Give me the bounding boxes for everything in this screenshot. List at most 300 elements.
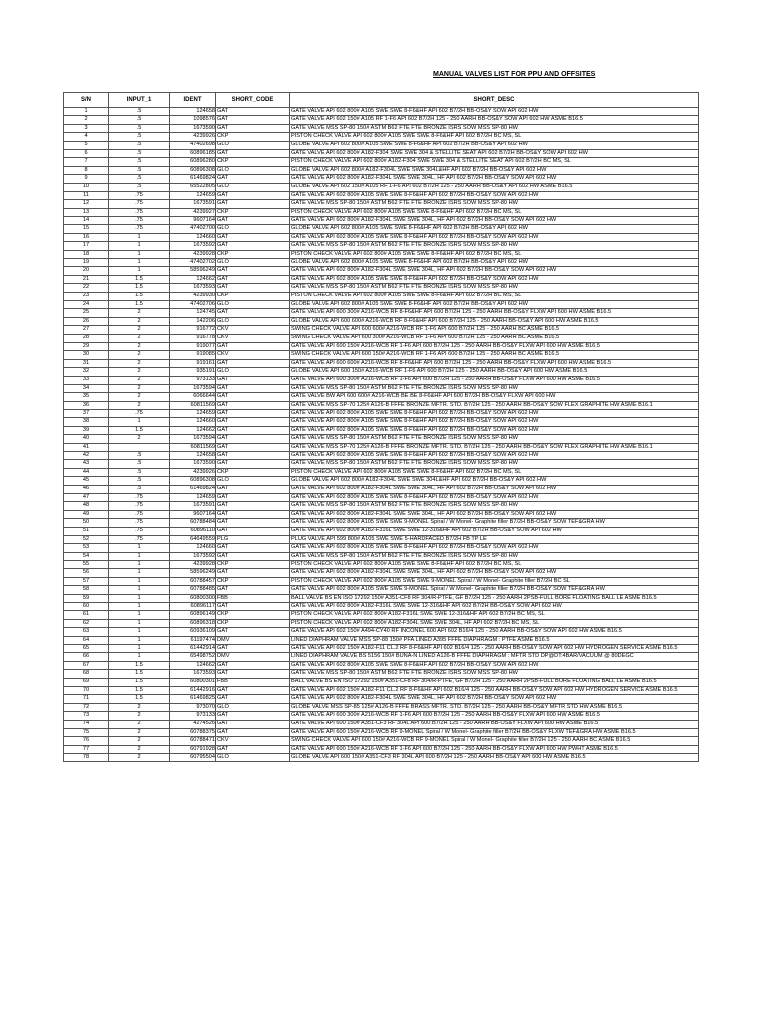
cell-input: .75 [109,225,170,233]
cell-short-code: GAT [216,275,290,283]
cell-short-code: GLO [216,166,290,174]
cell-ident: 124660 [170,418,216,426]
cell-input: .5 [109,477,170,485]
table-row [64,309,699,317]
cell-sn: 13 [64,208,109,216]
cell-ident: 58596249 [170,569,216,577]
cell-ident: 60896308 [170,166,216,174]
cell-input: 1 [109,267,170,275]
cell-short-desc: GATE VALVE MSS SP-80 150# ASTM B62 FTE FTE BRONZE ISRS SOW MSS SP-80 HW [290,670,699,678]
cell-short-code: GAT [216,149,290,157]
cell-sn: 58 [64,586,109,594]
cell-ident: 60800300 [170,594,216,602]
cell-input: 1 [109,594,170,602]
cell-sn: 72 [64,703,109,711]
cell-short-code: GAT [216,712,290,720]
cell-ident: 935191 [170,368,216,376]
cell-input: 1 [109,577,170,585]
cell-input: 2 [109,368,170,376]
cell-short-desc: PLUG VALVE API 599 800# A105 SWE SWE 5-HARDFACED B7/2H FB TP LE [290,535,699,543]
cell-sn: 51 [64,527,109,535]
cell-sn: 65 [64,645,109,653]
cell-input: .75 [109,208,170,216]
table-row [64,393,699,401]
cell-short-desc: GATE VALVE API 602 800# A182-F316L SWE SWE 12-316&HF API 602 B7/2H BB-OS&Y SOW API 602 HW [290,527,699,535]
cell-input: 1 [109,636,170,644]
cell-ident: 60788484 [170,519,216,527]
cell-short-desc: GLOBE VALVE API 600 150# A351-CF3 RF 304L API 600 B7/2H 125 - 250 AARH BB-OS&Y API 600 HW ASME B16.5 [290,754,699,762]
cell-sn: 7 [64,158,109,166]
table-row [64,116,699,124]
cell-ident: 9607164 [170,217,216,225]
cell-input: 1 [109,544,170,552]
table-row [64,284,699,292]
table-row [64,426,699,434]
cell-ident: 47402702 [170,259,216,267]
cell-input: .5 [109,452,170,460]
cell-ident: 916778 [170,334,216,342]
cell-input: .5 [109,166,170,174]
cell-input: 1 [109,645,170,653]
cell-short-code: GAT [216,661,290,669]
cell-short-code: GAT [216,586,290,594]
table-row [64,108,699,116]
cell-ident: 60936109 [170,628,216,636]
cell-short-desc: GATE VALVE API 600 300# A216-WCB RF 1-F6 API 600 B7/2H 125 - 250 AARH BB-OS&Y FLXW API 600 HW ASME B16.5 [290,376,699,384]
cell-short-desc: PISTON CHECK VALVE API 602 800# A105 SWE SWE 8-F6&HF API 602 B7/2H BC MS, SL [290,208,699,216]
cell-short-desc: GATE VALVE API 602 150# A105 RF 1-F6 API 602 B7/2H 125 - 250 AARH BB-OS&Y SOW API 602 HW ASME B16.5 [290,116,699,124]
cell-short-desc: GATE VALVE MSS SP-80 150# ASTM B62 FTE FTE BRONZE ISRS SOW MSS SP-80 HW [290,502,699,510]
cell-sn: 78 [64,754,109,762]
cell-short-code: CKP [216,619,290,627]
table-row [64,686,699,694]
cell-ident: 4239926 [170,468,216,476]
cell-short-desc: BALL VALVE BS EN ISO 17292 150# A351-CF8 RF 304/R-PTFE, GF B7/2H 125 - 250 AARH 2PSB-FULL BORE FLOATING BALL LE ASME B16.5 [290,594,699,602]
cell-short-desc: GLOBE VALVE API 602 150# A105 RF 1-F6 API 602 B7/2H 125 - 250 AARH BB-OS&Y API 602 HW ASME B16.5 [290,183,699,191]
cell-input: 1.5 [109,292,170,300]
cell-sn: 46 [64,485,109,493]
table-row [64,200,699,208]
cell-short-desc: GATE VALVE MSS SP-80 150# ASTM B62 FTE FTE BRONZE ISRS SOW MSS SP-80 HW [290,552,699,560]
cell-ident: 1673593 [170,284,216,292]
cell-input: 2 [109,351,170,359]
cell-short-code: GAT [216,645,290,653]
cell-ident: 65522805 [170,183,216,191]
cell-input: .75 [109,200,170,208]
cell-short-desc: GATE VALVE API 602 150# A494-CY40 RF INCONEL 600 API 602 B16/4 125 - 250 AARH BB-OS&Y SOW API 602 HW ASME B16.5 [290,628,699,636]
cell-short-desc: GATE VALVE MSS SP-80 150# ASTM B62 FTE FTE BRONZE ISRS SOW MSS SP-80 HW [290,384,699,392]
table-row [64,183,699,191]
table-row [64,158,699,166]
cell-ident: 124658 [170,108,216,116]
table-row [64,401,699,409]
table-row [64,217,699,225]
cell-sn: 22 [64,284,109,292]
cell-short-code: GAT [216,418,290,426]
cell-short-code: GAT [216,200,290,208]
cell-input: 1.5 [109,300,170,308]
cell-short-desc: GLOBE VALVE MSS SP-85 125# A126-B FFFE BRASS MFTR. STD. B7/2H 125 - 250 AARH BB-OS&Y MFTR STD HW ASME B16.5 [290,703,699,711]
cell-short-desc: SWING CHECK VALVE API 600 600# A216-WCB RF 1-F6 API 600 B7/2H 125 - 250 AARH BC ASME B16.5 [290,326,699,334]
cell-sn: 54 [64,552,109,560]
cell-short-code: PLG [216,535,290,543]
cell-short-desc: GLOBE VALVE API 602 800# A105 SWE SWE 8-F6&HF API 602 B7/2H BB-OS&Y API 602 HW [290,225,699,233]
cell-sn: 39 [64,426,109,434]
cell-short-desc: GATE VALVE API 602 800# A182-F304L SWE SWE 304L, HF API 602 B7/2H BB-OS&Y SOW API 602 HW [290,485,699,493]
cell-ident: 973133 [170,376,216,384]
cell-input: 2 [109,342,170,350]
table-row [64,535,699,543]
cell-input: 1 [109,569,170,577]
cell-ident: 4239930 [170,292,216,300]
cell-sn: 35 [64,393,109,401]
table-row [64,233,699,241]
table-row [64,636,699,644]
cell-short-desc: GATE VALVE API 602 800# A182-F304L SWE SWE 304L, HF API 602 B7/2H BB-OS&Y SOW API 602 HW [290,695,699,703]
cell-ident: 919077 [170,342,216,350]
cell-sn: 17 [64,242,109,250]
cell-short-desc: GATE VALVE MSS SP-80 150# ASTM B62 FTE FTE BRONZE ISRS SOW MSS SP-80 HW [290,124,699,132]
cell-sn: 15 [64,225,109,233]
cell-ident: 124662 [170,661,216,669]
cell-ident: 6066644 [170,393,216,401]
cell-ident: 60795504 [170,754,216,762]
cell-short-desc: PISTON CHECK VALVE API 602 800# A105 SWE SWE 9-MONEL Spiral / W Monel- Graphite filler B7/2H BC SL [290,577,699,585]
cell-short-code: CKP [216,250,290,258]
cell-input: 1 [109,603,170,611]
cell-short-code: GAT [216,519,290,527]
cell-sn: 53 [64,544,109,552]
cell-sn: 55 [64,561,109,569]
cell-sn: 14 [64,217,109,225]
table-row [64,527,699,535]
cell-short-code: GAT [216,603,290,611]
cell-short-code: GAT [216,233,290,241]
cell-short-desc: GATE VALVE MSS SP-80 150# ASTM B62 FTE FTE BRONZE ISRS SOW MSS SP-80 HW [290,242,699,250]
cell-short-desc: GATE VALVE API 600 150# A216-WCB RF 9-MONEL Spiral / W Monel- Graphite filler B7/2H BB-OS&Y FLXW TEF&GRA HW ASME B16.5 [290,728,699,736]
table-row [64,384,699,392]
table-row [64,712,699,720]
cell-sn: 48 [64,502,109,510]
table-row [64,225,699,233]
cell-ident: 4239928 [170,561,216,569]
cell-short-code: CKP [216,133,290,141]
cell-input: .75 [109,410,170,418]
cell-ident: 65498752 [170,653,216,661]
cell-input: .5 [109,460,170,468]
cell-input: 2 [109,334,170,342]
cell-short-code: GAT [216,452,290,460]
cell-sn: 38 [64,418,109,426]
cell-short-code: GAT [216,745,290,753]
cell-ident: 61197474 [170,636,216,644]
cell-short-code: GLO [216,225,290,233]
cell-input: 1 [109,250,170,258]
cell-input: .75 [109,217,170,225]
cell-short-code: CKP [216,577,290,585]
cell-short-desc: GATE VALVE API 602 800# A182-F304L SWE SWE 304L, HF API 602 B7/2H BB-OS&Y SOW API 602 HW [290,175,699,183]
cell-sn: 12 [64,200,109,208]
cell-input: 2 [109,317,170,325]
cell-short-code: GAT [216,116,290,124]
cell-ident: 124659 [170,191,216,199]
cell-input: 2 [109,728,170,736]
cell-sn: 25 [64,309,109,317]
cell-short-desc: GATE VALVE API 602 800# A182-F304L SWE SWE 304L, HF API 602 B7/2H BB-OS&Y SOW API 602 HW [290,510,699,518]
cell-input: 1.5 [109,426,170,434]
cell-short-code: GAT [216,175,290,183]
table-row [64,267,699,275]
cell-short-code: GAT [216,217,290,225]
cell-sn: 49 [64,510,109,518]
cell-short-code: CKP [216,292,290,300]
table-row [64,468,699,476]
cell-input: 2 [109,376,170,384]
document-title: MANUAL VALVES LIST FOR PPU AND OFFSITES [433,71,596,78]
cell-short-code: CKV [216,351,290,359]
cell-ident: 9607164 [170,510,216,518]
cell-input: 2 [109,754,170,762]
cell-short-desc: GATE VALVE API 602 800# A105 SWE SWE 8-F6&HF API 602 B7/2H BB-OS&Y SOW API 602 HW [290,418,699,426]
cell-input: .75 [109,519,170,527]
cell-sn: 26 [64,317,109,325]
cell-short-code: GAT [216,443,290,451]
table-row [64,443,699,451]
cell-sn: 4 [64,133,109,141]
cell-input: .5 [109,141,170,149]
cell-short-desc: GATE VALVE API 602 800# A182-F304L SWE SWE 304L, HF API 602 B7/2H BB-OS&Y SOW API 602 HW [290,217,699,225]
cell-sn: 77 [64,745,109,753]
cell-input: .75 [109,191,170,199]
cell-ident: 47402698 [170,141,216,149]
cell-input: .5 [109,485,170,493]
cell-sn: 63 [64,628,109,636]
cell-short-code: GAT [216,108,290,116]
table-row [64,124,699,132]
cell-short-code: GAT [216,527,290,535]
table-row [64,493,699,501]
cell-short-code: GLO [216,368,290,376]
cell-short-code: GAT [216,191,290,199]
table-row [64,133,699,141]
cell-sn: 64 [64,636,109,644]
cell-sn: 2 [64,116,109,124]
cell-short-desc: PISTON CHECK VALVE API 602 800# A105 SWE SWE 8-F6&HF API 602 B7/2H BC MS, SL [290,292,699,300]
cell-short-desc: GATE VALVE API 602 800# A105 SWE SWE 9-MONEL Spiral / W Monel- Graphite filler B7/2H BB-OS&Y SOW TEF&GRA HW [290,586,699,594]
cell-input: 1 [109,259,170,267]
cell-short-code: CKP [216,561,290,569]
table-row [64,359,699,367]
cell-input: .5 [109,183,170,191]
table-row [64,250,699,258]
cell-short-code: GAT [216,552,290,560]
cell-input: 2 [109,401,170,409]
cell-input: .5 [109,158,170,166]
cell-ident: 919085 [170,351,216,359]
cell-sn: 33 [64,376,109,384]
cell-sn: 6 [64,149,109,157]
table-row [64,552,699,560]
cell-ident: 4274526 [170,720,216,728]
cell-input: 1 [109,561,170,569]
cell-short-desc: SWING CHECK VALVE API 600 150# A216-WCB RF 9-MONEL Spiral / W Monel- Graphite filler B7/2H 125 - 250 AARH BC ASME B16.5 [290,737,699,745]
cell-short-code: GLO [216,317,290,325]
table-row [64,418,699,426]
cell-short-code: GLO [216,183,290,191]
cell-input: .5 [109,108,170,116]
cell-ident: 124660 [170,233,216,241]
cell-short-code: GLO [216,703,290,711]
cell-short-code: CKP [216,208,290,216]
table-row [64,628,699,636]
cell-ident: 60800301 [170,678,216,686]
cell-short-code: GAT [216,510,290,518]
cell-sn: 59 [64,594,109,602]
table-row [64,703,699,711]
cell-short-code: GAT [216,284,290,292]
table-row [64,502,699,510]
cell-short-code: DMV [216,636,290,644]
cell-short-desc: GATE VALVE API 600 150# A216-WCB RF 1-F6 API 600 B7/2H 125 - 250 AARH BB-OS&Y FLXW API 600 HW ASME B16.5 [290,342,699,350]
cell-ident: 1673594 [170,384,216,392]
cell-sn: 42 [64,452,109,460]
cell-ident: 60788485 [170,586,216,594]
cell-sn: 23 [64,292,109,300]
cell-input: 2 [109,737,170,745]
cell-short-desc: PISTON CHECK VALVE API 602 800# A182-F304L SWE SWE 304L, HF API 602 B7/2H BC MS, SL [290,619,699,627]
cell-input: 1 [109,418,170,426]
cell-input: 1 [109,552,170,560]
cell-short-code: CKP [216,468,290,476]
cell-ident: 64649559 [170,535,216,543]
cell-sn: 9 [64,175,109,183]
cell-input: 1 [109,242,170,250]
cell-input: .5 [109,124,170,132]
cell-short-desc: GATE VALVE MSS SP-80 150# ASTM B62 FTE FTE BRONZE ISRS SOW MSS SP-80 HW [290,284,699,292]
cell-sn: 60 [64,603,109,611]
cell-short-code: CKV [216,334,290,342]
cell-short-desc: GATE VALVE API 602 800# A105 SWE SWE 8-F6&HF API 602 B7/2H BB-OS&Y SOW API 602 HW [290,661,699,669]
cell-input: 1.5 [109,695,170,703]
cell-ident: 60896318 [170,619,216,627]
cell-sn: 47 [64,493,109,501]
cell-sn: 10 [64,183,109,191]
cell-sn: 32 [64,368,109,376]
cell-short-desc: GLOBE VALVE API 600 150# A216-WCB RF 1-F6 API 600 B7/2H 125 - 250 AARH BB-OS&Y API 600 HW ASME B16.5 [290,368,699,376]
table-row [64,577,699,585]
cell-ident: 1673593 [170,670,216,678]
cell-short-desc: GLOBE VALVE API 602 800# A105 SWE SWE 8-F6&HF API 602 B7/2H BB-OS&Y API 602 HW [290,141,699,149]
cell-short-code: GAT [216,628,290,636]
cell-short-desc: LINED DIAPHRAM VALVE MSS SP-88 150# PFA LINED A395 FFFE DIAPHRAGM : PTFE ASME B16.5 [290,636,699,644]
cell-short-desc: GATE VALVE API 602 800# A105 SWE SWE 8-F6&HF API 602 B7/2H BB-OS&Y SOW API 602 HW [290,275,699,283]
table-row [64,435,699,443]
cell-sn: 19 [64,259,109,267]
cell-sn: 24 [64,300,109,308]
cell-sn: 75 [64,728,109,736]
cell-ident: 60896280 [170,158,216,166]
cell-short-desc: GATE VALVE API 602 800# A105 SWE SWE 8-F6&HF API 602 B7/2H BB-OS&Y SOW API 602 HW [290,108,699,116]
cell-short-code: GAT [216,376,290,384]
cell-input: 2 [109,435,170,443]
valves-table [63,92,699,762]
cell-sn: 1 [64,108,109,116]
cell-short-desc: GATE VALVE API 602 150# A182-F11 CL.2 RF 8-F6&HF API 602 B16/4 125 - 250 AARH BB-OS&Y SOW API 602 HW HYDROGEN SERVICE ASME B16.5 [290,645,699,653]
cell-ident: 916772 [170,326,216,334]
cell-input: 1.5 [109,284,170,292]
cell-sn: 56 [64,569,109,577]
cell-short-desc: GATE VALVE API 600 300# A216-WCB RF 8-F6&HF API 600 B7/2H 125 - 250 AARH BB-OS&Y FLXW API 600 HW ASME B16.5 [290,309,699,317]
cell-short-desc: GATE VALVE API 602 800# A182-F304L SWE SWE 304L, HF API 602 B7/2H BB-OS&Y SOW API 602 HW [290,569,699,577]
cell-input: .5 [109,175,170,183]
cell-short-desc: SWING CHECK VALVE API 600 300# A216-WCB RF 1-F6 API 600 B7/2H 125 - 250 AARH BC ASME B16.5 [290,334,699,342]
cell-ident: 142206 [170,317,216,325]
cell-short-desc: GATE VALVE API 602 800# A105 SWE SWE 8-F6&HF API 602 B7/2H BB-OS&Y SOW API 602 HW [290,410,699,418]
cell-ident: 61469824 [170,485,216,493]
cell-ident: 1673590 [170,460,216,468]
cell-short-desc: PISTON CHECK VALVE API 602 800# A182-F304 SWE SWE 304 & STELLITE SEAT API 602 B7/2H BC MS, SL [290,158,699,166]
cell-short-code: GLO [216,300,290,308]
cell-ident: 1673592 [170,242,216,250]
cell-ident: 60791928 [170,745,216,753]
cell-input: 2 [109,703,170,711]
cell-short-code: GLO [216,141,290,149]
table-row [64,166,699,174]
cell-input: 2 [109,326,170,334]
table-row [64,737,699,745]
cell-ident: 47402700 [170,225,216,233]
table-row [64,611,699,619]
cell-ident: 124659 [170,493,216,501]
cell-sn: 8 [64,166,109,174]
table-row [64,259,699,267]
table-row [64,653,699,661]
table-row [64,485,699,493]
cell-ident: 61469825 [170,695,216,703]
cell-short-code: GAT [216,342,290,350]
cell-sn: 45 [64,477,109,485]
header-sn: S/N [64,93,109,108]
cell-ident: 1673591 [170,200,216,208]
cell-short-code: FBB [216,678,290,686]
cell-ident: 973133 [170,712,216,720]
cell-ident: 4239927 [170,208,216,216]
cell-input: 1 [109,653,170,661]
cell-short-desc: GATE VALVE API 602 800# A105 SWE SWE 8-F6&HF API 602 B7/2H BB-OS&Y SOW API 602 HW [290,233,699,241]
cell-short-desc: GATE VALVE API 602 800# A105 SWE SWE 8-F6&HF API 602 B7/2H BB-OS&Y SOW API 602 HW [290,191,699,199]
cell-sn: 57 [64,577,109,585]
table-row [64,720,699,728]
cell-sn: 11 [64,191,109,199]
cell-sn: 34 [64,384,109,392]
cell-sn: 62 [64,619,109,627]
cell-short-code: GAT [216,435,290,443]
cell-short-code: GLO [216,259,290,267]
table-row [64,410,699,418]
cell-short-desc: GATE VALVE API 602 800# A105 SWE SWE 8-F6&HF API 602 B7/2H BB-OS&Y SOW API 602 HW [290,426,699,434]
cell-ident: 124658 [170,452,216,460]
cell-input: 1 [109,586,170,594]
cell-short-code: GAT [216,720,290,728]
cell-ident: 124662 [170,426,216,434]
cell-sn: 27 [64,326,109,334]
cell-short-code: GAT [216,460,290,468]
table-row [64,292,699,300]
cell-ident: 60811569 [170,401,216,409]
cell-ident: 4239928 [170,250,216,258]
cell-input: .75 [109,535,170,543]
cell-short-desc: GATE VALVE MSS SP-70 125# A126-B FFFE BRONZE MFTR. STD. B7/2H 125 - 250 AARH BB-OS&Y SOW FLEX GRAPHITE HW ASME B16.1 [290,443,699,451]
